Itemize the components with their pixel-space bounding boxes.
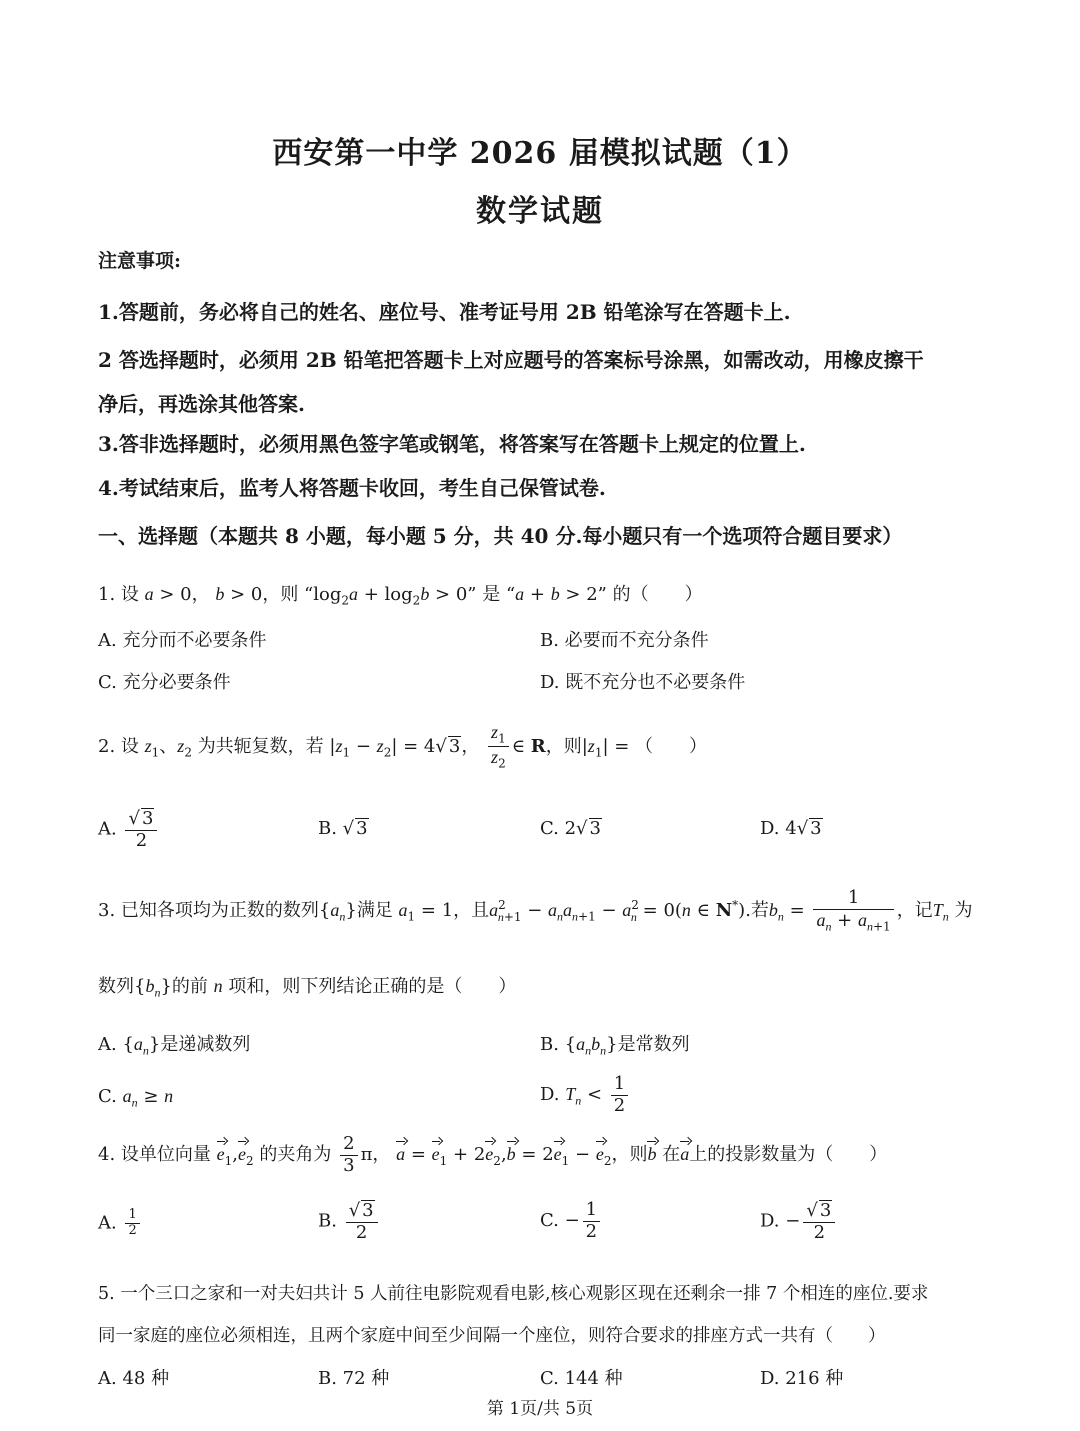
question-1-stem: 1. 设 a > 0， b > 0，则 “$\log_2a + \log_2b > 0$” 是 “a + b > 2” 的（ ） [98, 584, 703, 608]
question-3-stem-line2: 数列$\{b_n\}$的前 n 项和，则下列结论正确的是（ ） [98, 976, 517, 1000]
q1-option-b[interactable]: B. 必要而不充分条件 [540, 630, 709, 651]
question-5-stem: 5. 一个三口之家和一对夫妇共计 5 人前往电影院观看电影,核心观影区现在还剩余一排 7 个相连的座位.要求 [98, 1284, 929, 1304]
q2-option-a[interactable]: A. $\frac{√ 3}{2}$ [98, 808, 160, 851]
question-2-stem: 2. 设 $z_1$、$z_2$ 为共轭复数，若 $|z_1 - z_2| = 4√$ 3， $\frac{z_1}{z_2}$ ∈ R，则$|z_1|$ = （ ） [98, 722, 708, 771]
exam-title: 西安第一中学 2026 届模拟试题（1） [272, 136, 808, 171]
q2-option-d[interactable]: D. 4√ 3 [760, 818, 822, 839]
q4-option-a[interactable]: A. $\frac{1}{2}$ [98, 1208, 143, 1239]
q3-option-b[interactable]: B. $\{a_nb_n\}$是常数列 [540, 1034, 690, 1058]
q4-option-d[interactable]: D. − $\frac{√ 3}{2}$ [760, 1200, 838, 1243]
notice-item-1: 1.答题前，务必将自己的姓名、座位号、准考证号用 2B 铅笔涂写在答题卡上. [98, 300, 791, 324]
q1-option-d[interactable]: D. 既不充分也不必要条件 [540, 672, 746, 693]
q2-option-c[interactable]: C. 2√ 3 [540, 818, 601, 839]
notice-heading: 注意事项: [98, 250, 182, 272]
q5-option-c[interactable]: C. 144 种 [540, 1368, 623, 1389]
page-number: 第 1页/共 5页 [486, 1399, 594, 1419]
q3-option-c[interactable]: C. $a_n \ge n$ [98, 1086, 174, 1110]
question-5-stem-line2: 同一家庭的座位必须相连，且两个家庭中间至少间隔一个座位，则符合要求的排座方式一共有（ ） [98, 1326, 886, 1346]
q1-option-c[interactable]: C. 充分必要条件 [98, 672, 231, 693]
question-3-stem: 3. 已知各项均为正数的数列$\{a_n\}$满足 $a_1 = 1$，且$a^2_{n+1} - a_na_{n+1} - a^2_n = 0(n$ ∈ N*).若$b_n$ = $\frac{1}{a_n + a_{n+1}}$ ，记$T_n$ 为 [98, 887, 973, 934]
q3-option-a[interactable]: A. $\{a_n\}$是递减数列 [98, 1034, 251, 1058]
q2-option-b[interactable]: B. √ 3 [318, 818, 368, 839]
q5-option-a[interactable]: A. 48 种 [98, 1368, 170, 1389]
q3-option-d[interactable]: D. $T_n$ < $\frac{1}{2}$ [540, 1074, 631, 1116]
q5-option-b[interactable]: B. 72 种 [318, 1368, 390, 1389]
q4-option-c[interactable]: C. − $\frac{1}{2}$ [540, 1200, 603, 1242]
section-heading: 一、选择题（本题共 8 小题，每小题 5 分，共 40 分.每小题只有一个选项符合题目要求） [98, 524, 903, 548]
notice-item-2: 2 答选择题时，必须用 2B 铅笔把答题卡上对应题号的答案标号涂黑，如需改动，用橡皮擦干 [98, 348, 924, 372]
q1-option-a[interactable]: A. 充分而不必要条件 [98, 630, 267, 651]
question-4-stem: 4. 设单位向量 $e_1,e_2$ 的夹角为 $\frac{2}{3}$ π， $a = e_1 + 2e_2,b = 2e_1 - e_2$，则b 在a上的投影数量为（ ） [98, 1133, 888, 1176]
exam-subtitle: 数学试题 [476, 194, 604, 229]
q4-option-b[interactable]: B. $\frac{√ 3}{2}$ [318, 1200, 381, 1243]
notice-item-4: 4.考试结束后，监考人将答题卡收回，考生自己保管试卷. [98, 476, 606, 500]
q5-option-d[interactable]: D. 216 种 [760, 1368, 844, 1389]
notice-item-2-cont: 净后，再选涂其他答案. [98, 392, 305, 416]
notice-item-3: 3.答非选择题时，必须用黑色签字笔或钢笔，将答案写在答题卡上规定的位置上. [98, 432, 806, 456]
